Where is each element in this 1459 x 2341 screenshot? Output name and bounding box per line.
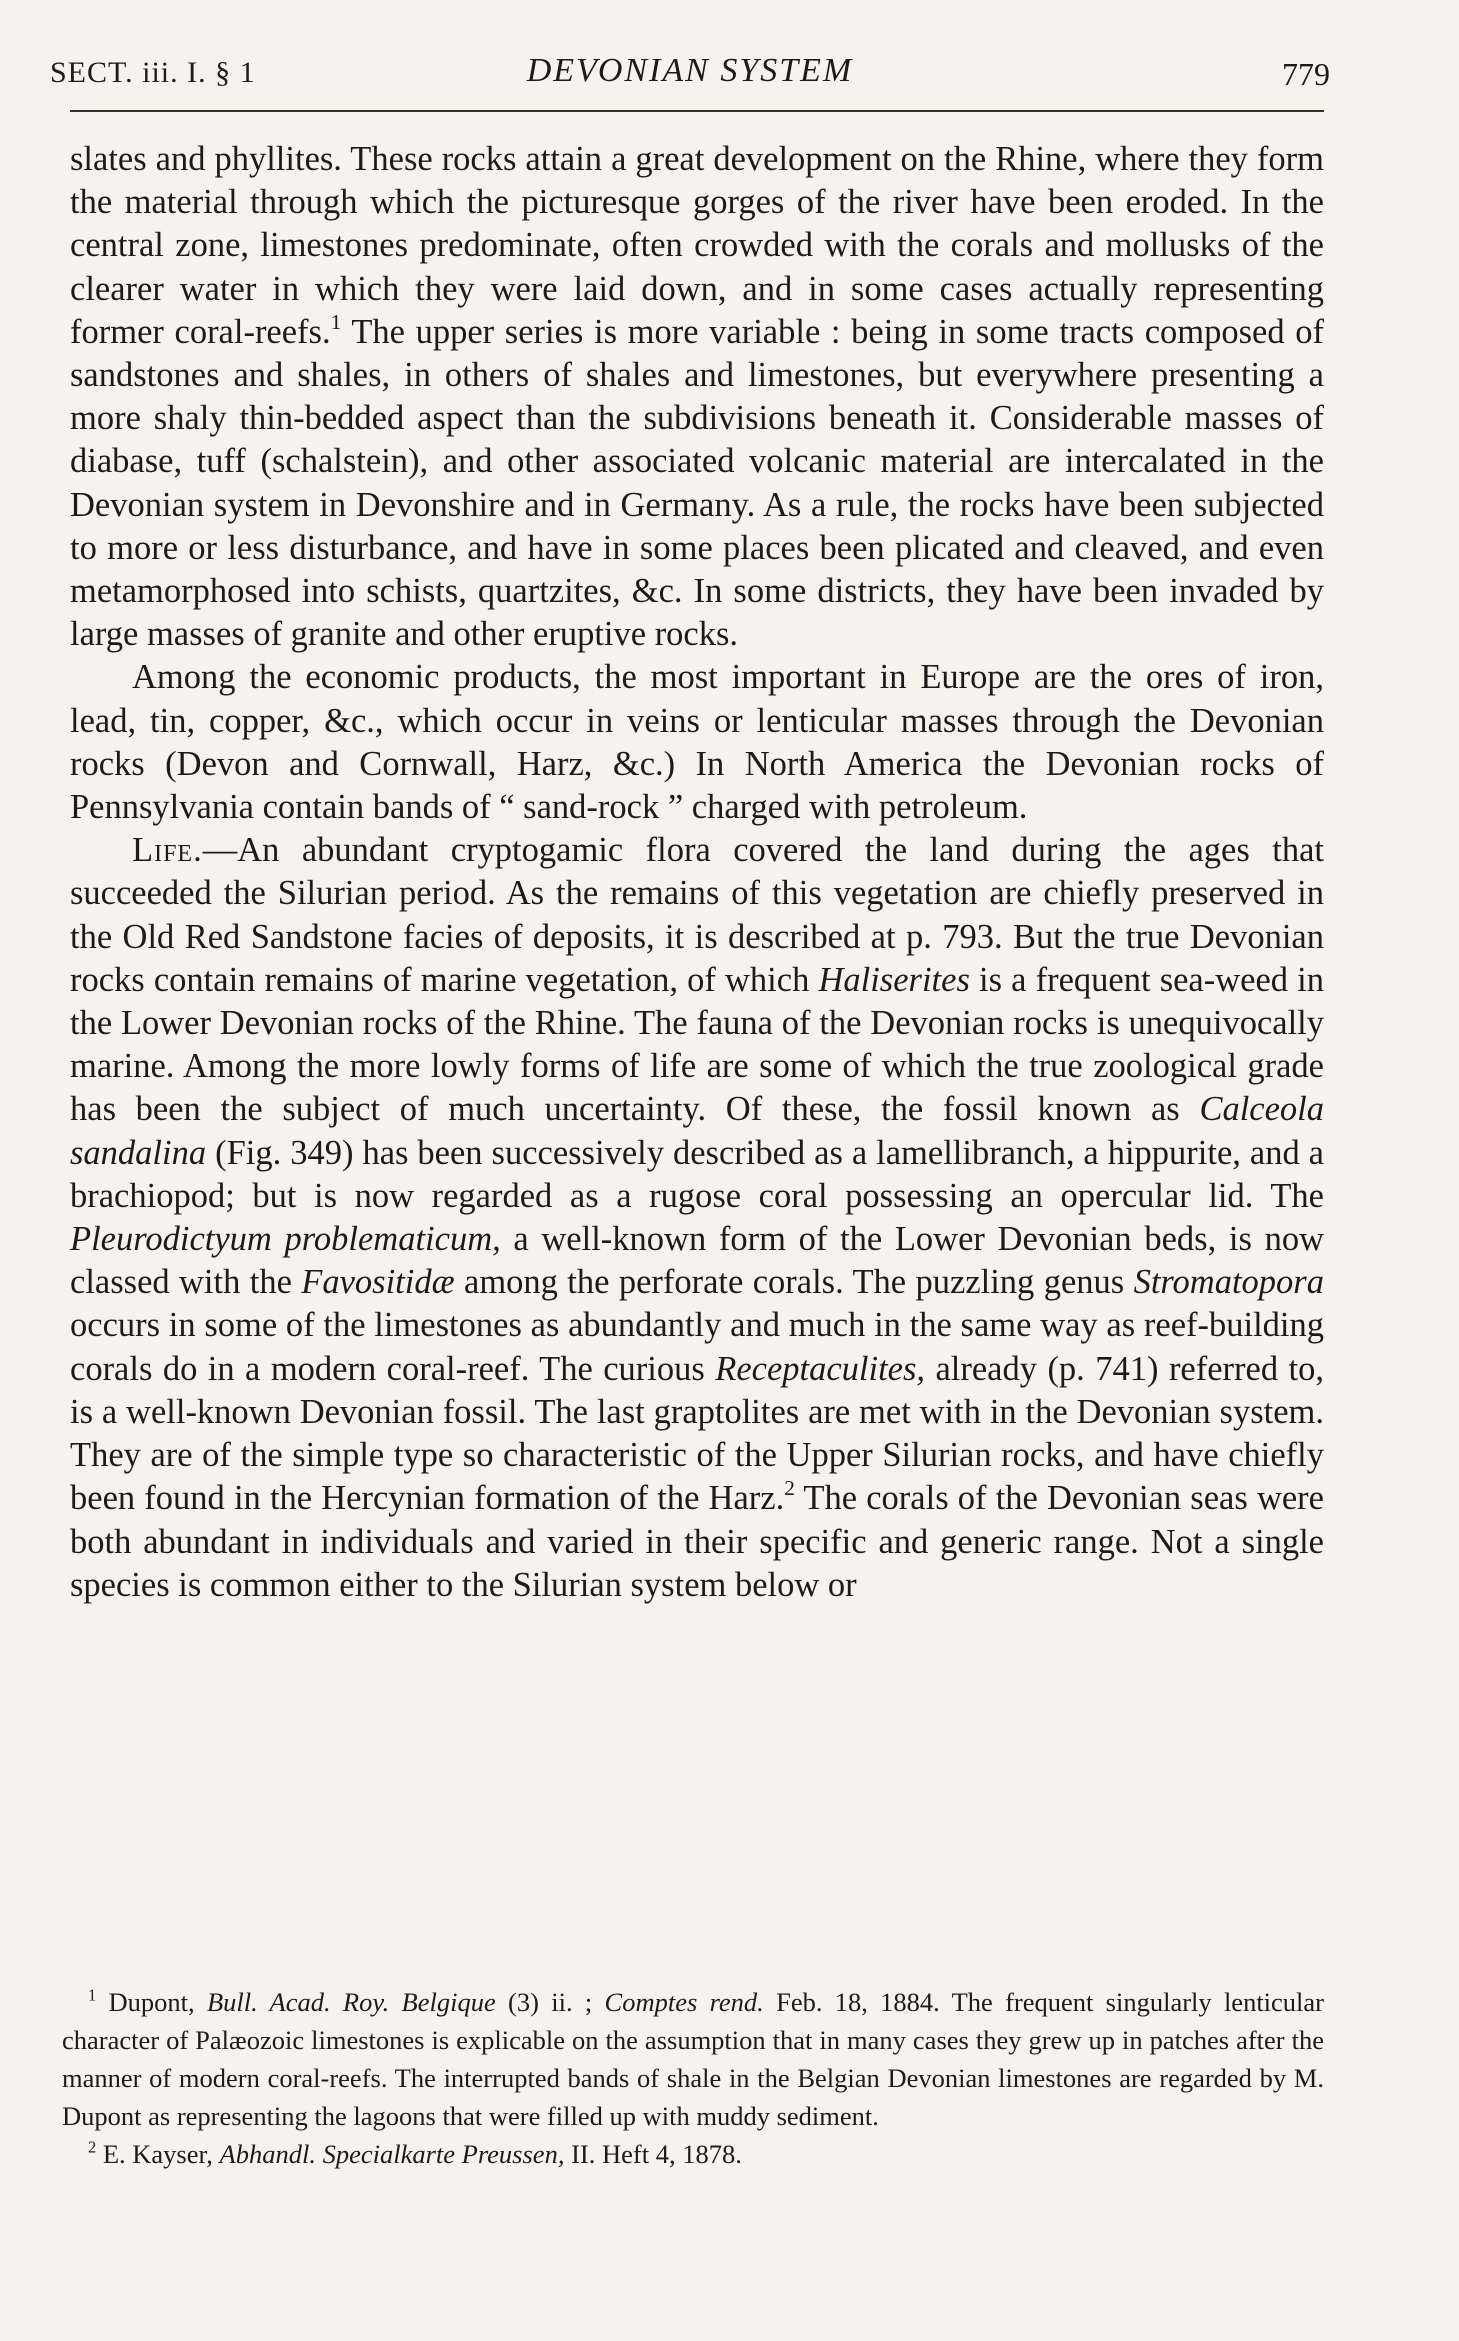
footnote-marker: 2 — [88, 2137, 97, 2157]
paragraph-economic-products: Among the economic products, the most important in Europe are the ores of iron, lead, tin, copper, &c., which occur in veins or lenticular masses through the Devonian rocks (Devon and Cornwall, Harz, &c.) In North America the Devonian rocks of Pennsylvania contain bands of “ sand-rock ” charged with petroleum. — [70, 658, 1324, 827]
section-reference: SECT. iii. I. § 1 — [50, 56, 256, 89]
paragraph-continued: slates and phyllites. These rocks attain a great development on the Rhine, where they form the material through which the picturesque gorges of the river have been eroded. In the central zone, limestones predominate, often crowded with the corals and mollusks of the clearer water in which they were laid down, and in some cases actually representing former coral-reefs.$^1$ The upper series is more variable : being in some tracts composed of sandstones and shales, in others of shales and limestones, but everywhere presenting a more shaly thin-bedded aspect than the subdivisions beneath it. Considerable masses of diabase, tuff (schalstein), and other associated volcanic material are intercalated in the Devonian system in Devonshire and in Germany. As a rule, the rocks have been subjected to more or less disturbance, and have in some places been plicated and cleaved, and even metamorphosed into schists, quartzites, &c. In some districts, they have been invaded by large masses of granite and other eruptive rocks. — [70, 140, 1324, 654]
footnote-1: $^1$ Dupont, Bull. Acad. Roy. Belgique (3) ii. ; Comptes rend. Feb. 18, 1884. The frequent singularly lenticular character of Palæozoic limestones is explicable on the assumption that in many cases they grew up in patches after the manner of modern coral-reefs. The interrupted bands of shale in the Belgian Devonian limestones are regarded by M. Dupont as representing the lagoons that were filled up with muddy sediment. — [62, 1985, 1325, 2131]
running-header — [50, 48, 1330, 98]
body-text — [70, 138, 1324, 1607]
citation-title: Abhandl. Specialkarte Preussen, — [219, 2139, 565, 2169]
taxon-name: Stromatopora — [1133, 1263, 1324, 1302]
section-heading-life: Life. — [132, 831, 203, 870]
taxon-name: Pleurodictyum problematicum, — [70, 1220, 501, 1259]
running-title: DEVONIAN SYSTEM — [526, 52, 854, 89]
citation-title: Comptes rend. — [604, 1987, 764, 2017]
footnote-ref-1: 1 — [330, 309, 342, 334]
footnote-marker: 1 — [88, 1985, 97, 2005]
citation-title: Bull. Acad. Roy. Belgique — [206, 1987, 496, 2017]
page-number: 779 — [1282, 56, 1330, 92]
footnote-ref-2: 2 — [784, 1476, 795, 1501]
footnote-2: $^2$ E. Kayser, Abhandl. Specialkarte Preussen, II. Heft 4, 1878. — [88, 2137, 742, 2169]
header-rule — [70, 110, 1324, 112]
footnotes — [62, 1983, 1324, 2173]
paragraph-life: Life.—An abundant cryptogamic flora covered the land during the ages that succeeded the Silurian period. As the remains of this vegetation are chiefly preserved in the Old Red Sandstone facies of deposits, it is described at p. 793. But the true Devonian rocks contain remains of marine vegetation, of which Haliserites is a frequent sea-weed in the Lower Devonian rocks of the Rhine. The fauna of the Devonian rocks is unequivocally marine. Among the more lowly forms of life are some of which the true zoological grade has been the subject of much uncertainty. Of these, the fossil known as Calceola sandalina (Fig. 349) has been successively described as a lamellibranch, a hippurite, and a brachiopod; but is now regarded as a rugose coral possessing an opercular lid. The Pleurodictyum problematicum, a well-known form of the Lower Devonian beds, is now classed with the Favositidæ among the perforate corals. The puzzling genus Stromatopora occurs in some of the limestones as abundantly and much in the same way as reef-building corals do in a modern coral-reef. The curious Receptaculites, already (p. 741) referred to, is a well-known Devonian fossil. The last graptolites are met with in the Devonian system. They are of the simple type so characteristic of the Upper Silurian rocks, and have chiefly been found in the Hercynian formation of the Harz.$^2$ The corals of the Devonian seas were both abundant in individuals and varied in their specific and generic range. Not a single species is common either to the Silurian system below or — [70, 831, 1324, 1604]
taxon-name: Favositidæ — [301, 1263, 455, 1302]
taxon-name: Haliserites — [818, 960, 970, 999]
taxon-name: Calceola sandalina — [70, 1090, 1324, 1172]
taxon-name: Receptaculites, — [715, 1349, 926, 1388]
